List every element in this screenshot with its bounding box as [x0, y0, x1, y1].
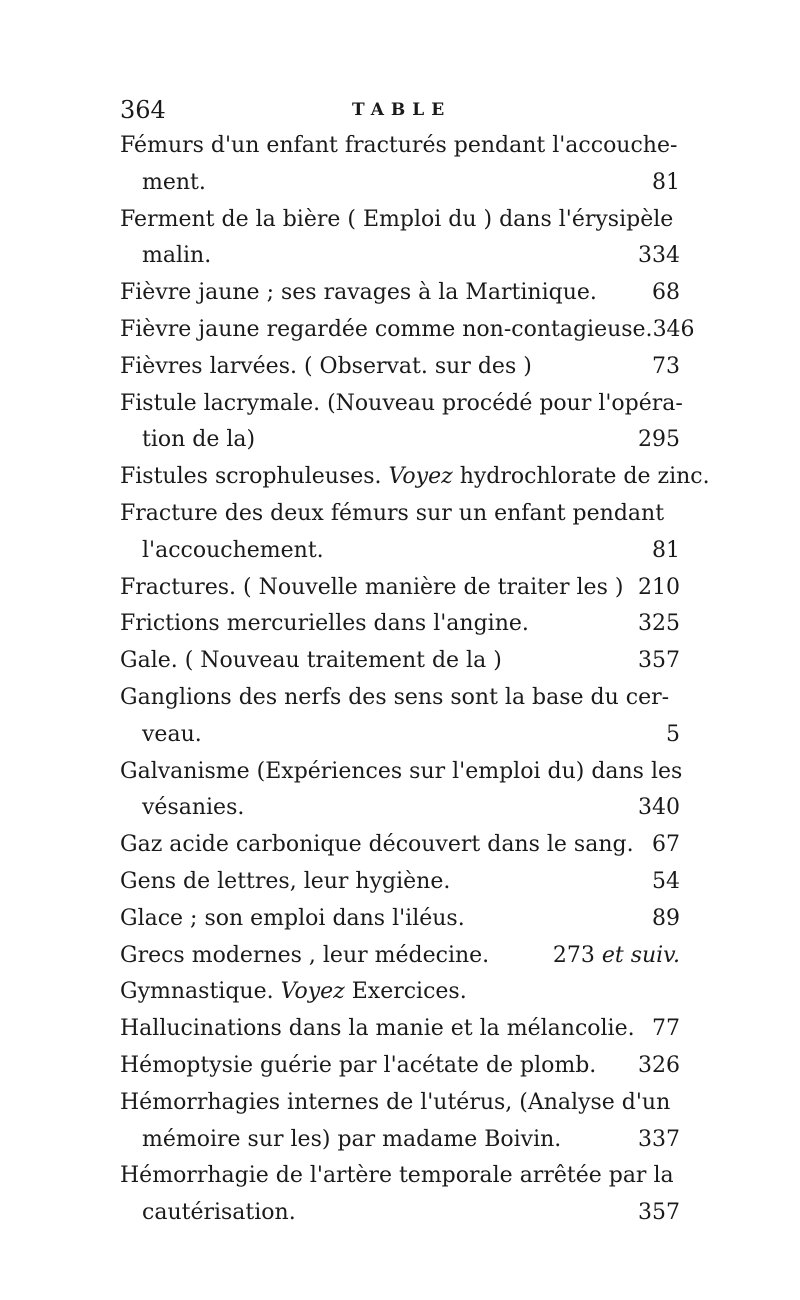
entry-page: 81	[652, 169, 680, 195]
entry-text: Gaz acide carbonique découvert dans le sang.	[120, 832, 634, 858]
entry-page-suffix: et suiv.	[594, 942, 680, 968]
index-entry	[120, 1011, 680, 1048]
entry-text: Fistules scrophuleuses.	[120, 464, 389, 490]
entry-line	[120, 349, 680, 386]
entry-last-line	[120, 790, 680, 827]
entry-text: Gymnastique.	[120, 979, 281, 1005]
entry-see-also: Voyez	[388, 464, 453, 490]
entry-page: 334	[638, 243, 680, 269]
index-entries	[120, 128, 710, 1232]
entry-line: Hémorrhagie de l'artère temporale arrêtée par la	[120, 1163, 674, 1189]
entry-page: 54	[652, 868, 680, 894]
index-entry	[120, 349, 680, 386]
entry-page: 67	[652, 832, 680, 858]
entry-see-also: Voyez	[280, 979, 345, 1005]
entry-last-line	[120, 717, 680, 754]
index-entry	[120, 202, 680, 276]
entry-text: veau.	[142, 721, 202, 747]
document-page	[120, 88, 710, 1232]
index-entry	[120, 459, 710, 496]
entry-text: Hallucinations dans la manie et la mélancolie.	[120, 1016, 635, 1042]
entry-line	[120, 606, 680, 643]
entry-text: mémoire sur les) par madame Boivin.	[142, 1126, 562, 1152]
entry-page: 77	[652, 1016, 680, 1042]
index-entry	[120, 754, 683, 828]
index-entry	[120, 386, 683, 460]
entry-line: Hémorrhagies internes de l'utérus, (Analyse d'un	[120, 1089, 671, 1115]
index-entry	[120, 1048, 680, 1085]
entry-last-line	[120, 1195, 680, 1232]
entry-text: cautérisation.	[142, 1200, 296, 1226]
index-entry	[120, 680, 680, 754]
entry-text: Grecs modernes , leur médecine.	[120, 942, 490, 968]
entry-line	[120, 275, 680, 312]
entry-line	[120, 938, 680, 975]
entry-last-line	[120, 1122, 680, 1159]
entry-line: Ferment de la bière ( Emploi du ) dans l'érysipèle	[120, 206, 674, 232]
entry-text: Gens de lettres, leur hygiène.	[120, 868, 451, 894]
entry-line: Fistule lacrymale. (Nouveau procédé pour l'opéra-	[120, 390, 683, 416]
entry-text: Gale. ( Nouveau traitement de la )	[120, 648, 502, 674]
entry-text: ment.	[142, 169, 206, 195]
entry-text: hydrochlorate de zinc.	[452, 464, 710, 490]
entry-page: 89	[652, 905, 680, 931]
entry-page: 73	[652, 353, 680, 379]
entry-last-line	[120, 238, 680, 275]
entry-text: l'accouchement.	[142, 537, 324, 563]
entry-text: vésanies.	[142, 795, 245, 821]
index-entry	[120, 864, 680, 901]
index-entry	[120, 901, 680, 938]
entry-text: Glace ; son emploi dans l'iléus.	[120, 905, 465, 931]
entry-last-line	[120, 165, 680, 202]
entry-line	[120, 864, 680, 901]
entry-page: 81	[652, 537, 680, 563]
entry-text: Fractures. ( Nouvelle manière de traiter les )	[120, 574, 624, 600]
entry-line	[120, 1048, 680, 1085]
entry-line: Fracture des deux fémurs sur un enfant pendant	[120, 500, 665, 526]
entry-page: 357	[638, 1200, 680, 1226]
entry-line	[120, 1011, 680, 1048]
entry-text: Hémoptysie guérie par l'acétate de plomb.	[120, 1052, 597, 1078]
index-entry	[120, 1085, 680, 1159]
entry-text: Fièvre jaune regardée comme non-contagieuse.	[120, 316, 653, 342]
entry-line	[120, 459, 710, 496]
page-number: 364	[120, 96, 166, 124]
index-entry	[120, 606, 680, 643]
entry-page: 326	[638, 1052, 680, 1078]
index-entry	[120, 496, 680, 570]
entry-text: Exercices.	[344, 979, 467, 1005]
index-entry	[120, 974, 680, 1011]
entry-page	[553, 938, 680, 975]
index-entry	[120, 570, 680, 607]
entry-page: 340	[638, 795, 680, 821]
entry-text: Fièvre jaune ; ses ravages à la Martinique.	[120, 280, 597, 306]
entry-page: 68	[652, 280, 680, 306]
index-entry	[120, 275, 680, 312]
index-entry	[120, 938, 680, 975]
entry-page: 357	[638, 648, 680, 674]
entry-text: Frictions mercurielles dans l'angine.	[120, 611, 529, 637]
entry-line	[120, 901, 680, 938]
index-entry	[120, 312, 695, 349]
index-entry	[120, 643, 680, 680]
index-entry	[120, 1158, 680, 1232]
index-entry	[120, 827, 680, 864]
entry-line	[120, 827, 680, 864]
entry-page: 295	[638, 427, 680, 453]
index-entry	[120, 128, 680, 202]
entry-last-line	[120, 422, 680, 459]
entry-text: malin.	[142, 243, 212, 269]
entry-line: Ganglions des nerfs des sens sont la base du cer-	[120, 684, 670, 710]
entry-line	[120, 312, 695, 349]
entry-page: 337	[638, 1126, 680, 1152]
entry-text: Fièvres larvées. ( Observat. sur des )	[120, 353, 532, 379]
entry-page: 325	[638, 611, 680, 637]
entry-page-number: 273	[552, 942, 595, 968]
entry-line: Galvanisme (Expériences sur l'emploi du) dans les	[120, 758, 683, 784]
entry-line	[120, 643, 680, 680]
entry-page: 210	[638, 574, 680, 600]
entry-last-line	[120, 533, 680, 570]
entry-line	[120, 974, 680, 1011]
entry-page: 346	[652, 316, 695, 342]
entry-text: tion de la)	[142, 427, 256, 453]
entry-line: Fémurs d'un enfant fracturés pendant l'accouche-	[120, 133, 678, 158]
entry-line	[120, 570, 680, 607]
running-title: TABLE	[352, 100, 452, 120]
entry-page: 5	[666, 721, 680, 747]
running-head	[120, 88, 680, 128]
